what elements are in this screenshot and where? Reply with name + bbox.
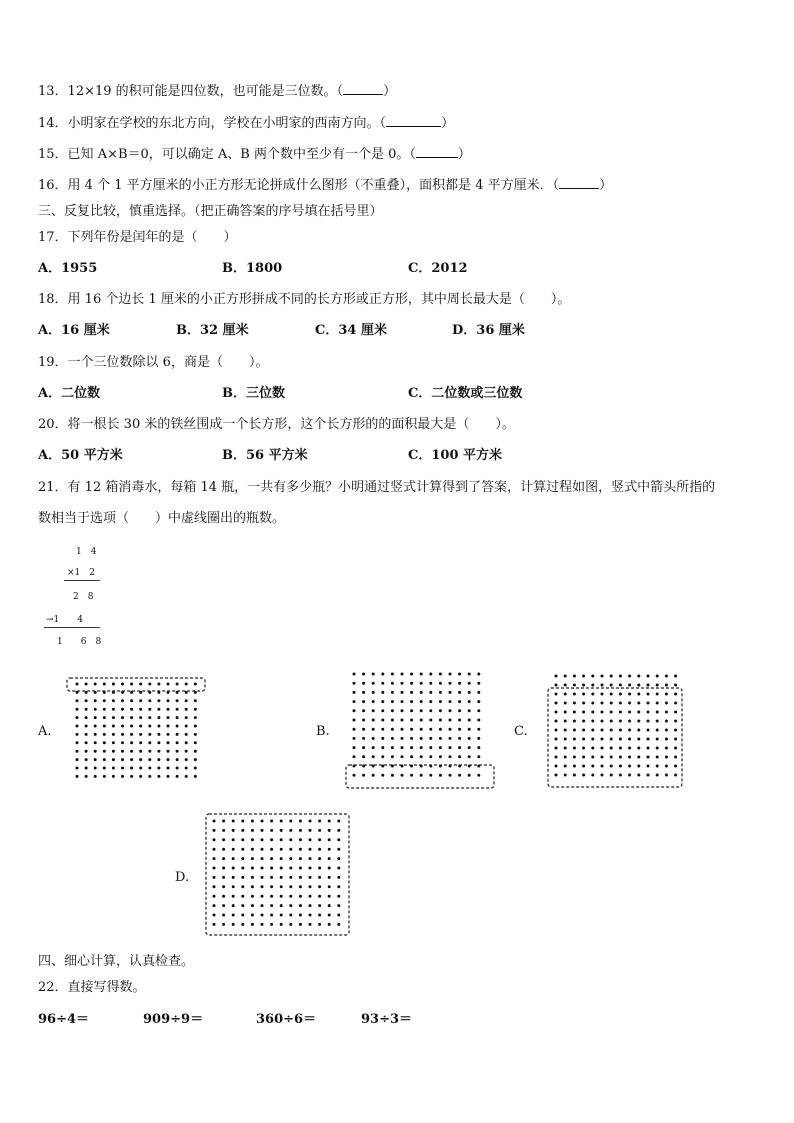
- q19-option-a[interactable]: A．二位数: [38, 386, 101, 401]
- vm-row-1: 1 4: [76, 547, 97, 557]
- figure-label-c[interactable]: C.: [514, 724, 528, 739]
- q20-option-c[interactable]: C．100 平方米: [408, 448, 503, 463]
- q20-option-a[interactable]: A．50 平方米: [38, 448, 123, 463]
- vm-row-5: 1 6 8: [57, 637, 102, 647]
- q17-option-b[interactable]: B．1800: [222, 261, 283, 276]
- question-17: 17．下列年份是闰年的是（ ）: [38, 230, 237, 245]
- question-22: 22．直接写得数。: [38, 980, 146, 995]
- q17-option-c[interactable]: C．2012: [408, 261, 468, 276]
- question-21: 21．有 12 箱消毒水，每箱 14 瓶，一共有多少瓶？小明通过竖式计算得到了答案，计算过程如图，竖式中箭头所指的: [38, 480, 716, 495]
- question-19: 19．一个三位数除以 6，商是（ ）。: [38, 355, 269, 370]
- q18-option-b[interactable]: B．32 厘米: [176, 323, 249, 338]
- question-16: 16．用 4 个 1 平方厘米的小正方形无论拼成什么图形（不重叠），面积都是 4 平方厘米．（ ）: [38, 178, 613, 193]
- q19-option-c[interactable]: C．二位数或三位数: [408, 386, 523, 401]
- question-15: 15．已知 A×B＝0，可以确定 A、B 两个数中至少有一个是 0。（ ）: [38, 147, 471, 162]
- q18-option-d[interactable]: D．36 厘米: [452, 323, 525, 338]
- vm-row-4: →1 4: [46, 615, 83, 625]
- calc-item-4: 93÷3＝: [361, 1012, 413, 1027]
- section-4-heading: 四、细心计算，认真检查。: [38, 954, 195, 969]
- calc-item-3: 360÷6＝: [256, 1012, 317, 1027]
- question-14: 14．小明家在学校的东北方向，学校在小明家的西南方向。（ ）: [38, 116, 455, 131]
- figure-d-dots: [213, 820, 341, 926]
- figure-a-dots: [76, 683, 197, 778]
- figure-b-dashed-outline: [346, 765, 494, 788]
- question-13: 13．12×19 的积可能是四位数，也可能是三位数。（ ）: [38, 84, 397, 99]
- figure-b-dots: [353, 673, 481, 777]
- section-3-heading: 三、反复比较，慎重选择。（把正确答案的序号填在括号里）: [38, 204, 383, 219]
- figure-a-dashed-outline: [67, 678, 205, 691]
- question-18: 18．用 16 个边长 1 厘米的小正方形拼成不同的长方形或正方形，其中周长最大是（ ）。: [38, 292, 571, 307]
- figure-label-b[interactable]: B.: [316, 724, 330, 739]
- figure-label-a[interactable]: A.: [38, 724, 52, 739]
- question-20: 20．将一根长 30 米的铁丝围成一个长方形，这个长方形的的面积最大是（ ）。: [38, 417, 515, 432]
- figure-d-dashed-outline: [206, 814, 349, 935]
- figure-label-d[interactable]: D.: [175, 870, 190, 885]
- calc-item-2: 909÷9＝: [143, 1012, 204, 1027]
- q20-option-b[interactable]: B．56 平方米: [222, 448, 308, 463]
- q18-option-c[interactable]: C．34 厘米: [315, 323, 387, 338]
- calc-item-1: 96÷4＝: [38, 1012, 90, 1027]
- q17-option-a[interactable]: A．1955: [38, 261, 98, 276]
- q18-option-a[interactable]: A．16 厘米: [38, 323, 110, 338]
- figure-c-dashed-outline: [548, 688, 682, 787]
- q19-option-b[interactable]: B．三位数: [222, 386, 285, 401]
- figure-c-dots: [555, 675, 678, 777]
- question-21-cont: 数相当于选项（ ）中虚线圈出的瓶数。: [38, 511, 286, 526]
- vm-row-3: 2 8: [73, 592, 94, 602]
- vm-row-2: ×1 2: [67, 568, 95, 578]
